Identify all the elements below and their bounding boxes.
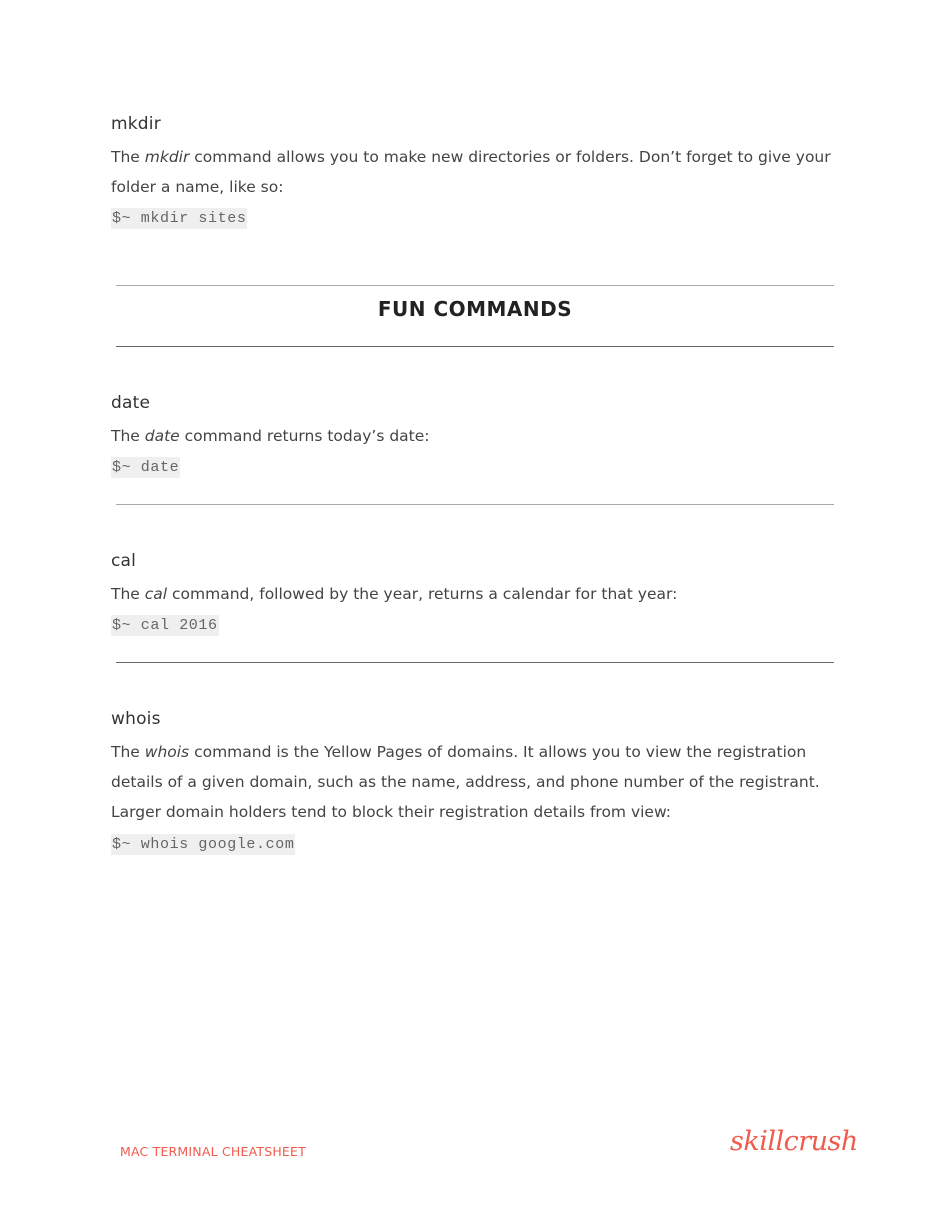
whois-code: $~ whois google.com xyxy=(112,836,295,853)
skillcrush-logo: skillcrush xyxy=(730,1126,858,1157)
footer-label: MAC TERMINAL CHEATSHEET xyxy=(120,1144,306,1159)
date-description: The date command returns today’s date: xyxy=(111,427,430,445)
divider xyxy=(116,504,834,505)
whois-title: whois xyxy=(111,709,161,729)
date-title: date xyxy=(111,393,151,413)
divider xyxy=(116,662,834,663)
mkdir-title: mkdir xyxy=(111,114,161,134)
divider xyxy=(116,285,834,286)
section-heading: FUN COMMANDS xyxy=(377,297,573,321)
cal-description: The cal command, followed by the year, returns a calendar for that year: xyxy=(111,585,678,603)
date-code: $~ date xyxy=(112,459,180,476)
cal-title: cal xyxy=(111,551,137,571)
mkdir-code: $~ mkdir sites xyxy=(112,210,247,227)
mkdir-description: The mkdir command allows you to make new directories or folders. Don’t forget to give your folder a name, like so: xyxy=(111,148,831,196)
divider xyxy=(116,346,834,347)
cal-code: $~ cal 2016 xyxy=(112,617,218,634)
whois-description: The whois command is the Yellow Pages of domains. It allows you to view the registration details of a given domain, such as the name, address, and phone number of the registrant. Larger domain holders tend to block their registration details from view: xyxy=(111,743,820,821)
